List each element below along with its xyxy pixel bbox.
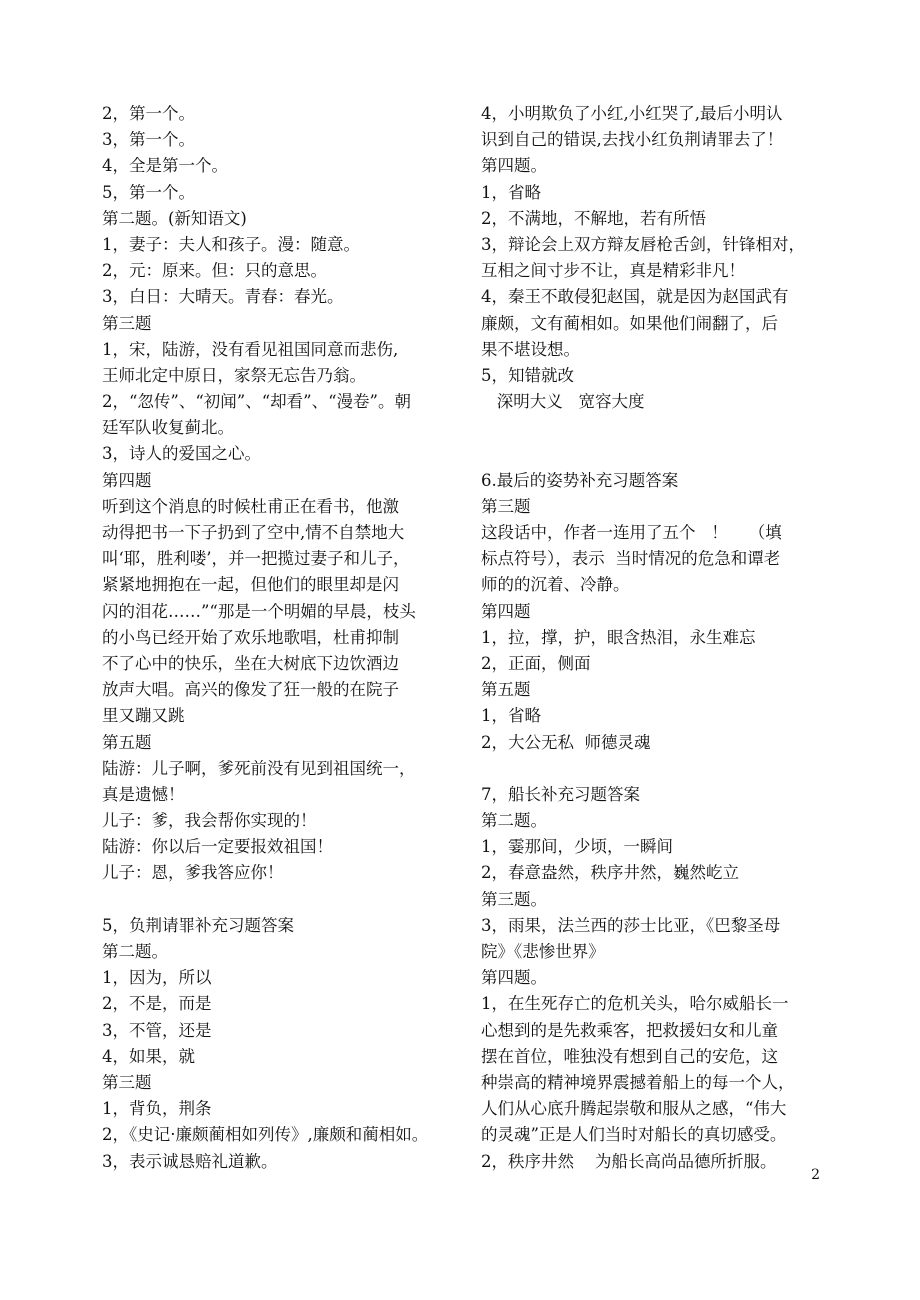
text-line: 廷军队收复蓟北。: [102, 418, 234, 438]
text-line: 叫‘耶，胜利喽’，并一把揽过妻子和儿子，: [102, 549, 410, 569]
text-line: 2，“忽传”、“初闻”、“却看”、“漫卷”。朝: [102, 392, 411, 412]
text-line: 儿子：爹，我会帮你实现的！: [102, 811, 317, 831]
text-line: 听到这个消息的时候杜甫正在看书，他激: [102, 496, 399, 516]
text-line: 2，不是，而是: [102, 994, 212, 1014]
text-line: 4，秦王不敢侵犯赵国，就是因为赵国武有: [481, 287, 789, 307]
text-line: 3，白日：大晴天。青春：春光。: [102, 287, 344, 307]
text-line: 1，背负，荆条: [102, 1099, 212, 1119]
text-line: 第二题。: [102, 942, 168, 961]
text-line: 2，春意盎然，秩序井然，巍然屹立: [481, 863, 739, 883]
text-line: 陆游：你以后一定要报效祖国！: [102, 837, 333, 857]
text-line: 闪的泪花……”“那是一个明媚的早晨，枝头: [102, 601, 416, 621]
text-line: 第四题。: [481, 156, 547, 176]
text-line: 心想到的是先救乘客，把救援妇女和儿童: [481, 1020, 778, 1040]
text-line: 真是遗憾！: [102, 784, 185, 804]
text-line: 第三题: [102, 1072, 152, 1092]
text-line: 廉颇，文有蔺相如。如果他们闹翻了，后: [481, 313, 778, 333]
text-line: 第四题。: [481, 968, 547, 988]
page-number: 2: [811, 1167, 820, 1183]
text-line: 第五题: [481, 680, 531, 700]
text-line: 1，省略: [481, 182, 541, 202]
text-line: 1，在生死存亡的危机关头，哈尔威船长一: [481, 994, 789, 1014]
text-line: 儿子：恩，爹我答应你！: [102, 863, 284, 883]
text-line: 7，船长补充习题答案: [481, 784, 640, 804]
text-line: [481, 441, 827, 467]
text-line: 2，《史记·廉颇蔺相如列传》,廉颇和蔺相如。: [102, 1125, 429, 1145]
text-line: 2，秩序井然 为船长高尚品德所折服。: [481, 1151, 777, 1171]
text-line: 果不堪设想。: [481, 339, 580, 359]
text-line: 3，辩论会上双方辩友唇枪舌剑，针锋相对，: [481, 234, 805, 254]
text-line: 3，不管，还是: [102, 1020, 212, 1040]
text-line: 王师北定中原日，家祭无忘告乃翁。: [102, 365, 366, 385]
text-line: 的小鸟已经开始了欢乐地歌唱，杜甫抑制: [102, 627, 399, 647]
text-line: 第三题: [102, 313, 152, 333]
text-line: 2，正面，侧面: [481, 653, 591, 673]
text-line: 1，因为，所以: [102, 968, 212, 988]
text-line: 紧紧地拥抱在一起，但他们的眼里却是闪: [102, 575, 399, 595]
text-line: 5，负荆请罪补充习题答案: [102, 915, 294, 935]
text-line: 第二题。(新知语文): [102, 208, 247, 228]
text-line: 识到自己的错误,去找小红负荆请罪去了！: [481, 130, 784, 150]
text-line: 人们从心底升腾起崇敬和服从之感，“伟大: [481, 1099, 787, 1119]
text-line: 不了心中的快乐，坐在大树底下边饮酒边: [102, 653, 399, 673]
text-line: [481, 756, 827, 782]
text-line: 陆游：儿子啊，爹死前没有见到祖国统一，: [102, 758, 416, 778]
text-line: 院》《悲惨世界》: [481, 942, 605, 961]
text-line: 2，元：原来。但：只的意思。: [102, 261, 327, 281]
text-line: 第二题。: [481, 811, 547, 831]
text-line: 种崇高的精神境界震撼着船上的每一个人，: [481, 1072, 795, 1092]
text-line: 1，妻子：夫人和孩子。漫：随意。: [102, 234, 360, 254]
left-column: [102, 101, 454, 1175]
text-line: 第四题: [102, 470, 152, 490]
text-line: 2，不满地，不解地，若有所悟: [481, 208, 706, 228]
right-column: [481, 101, 827, 1175]
text-line: 标点符号），表示 当时情况的危急和谭老: [481, 549, 781, 569]
text-line: 师的的沉着、冷静。: [481, 575, 630, 595]
text-line: 这段话中，作者一连用了五个 ！ （填: [481, 523, 782, 542]
text-line: 2，大公无私 师德灵魂: [481, 732, 651, 752]
text-line: 的灵魂”正是人们当时对船长的真切感受。: [481, 1125, 787, 1145]
text-line: 5，知错就改: [481, 365, 574, 385]
text-line: 1，霎那间，少顷，一瞬间: [481, 837, 673, 857]
text-line: 3，表示诚恳赔礼道歉。: [102, 1151, 278, 1171]
text-line: [481, 415, 827, 441]
text-line: 3，雨果，法兰西的莎士比亚，《巴黎圣母: [481, 915, 781, 935]
text-line: 第三题: [481, 496, 531, 516]
text-line: 摆在首位，唯独没有想到自己的安危，这: [481, 1046, 778, 1066]
text-line: 1，宋，陆游，没有看见祖国同意而悲伤,: [102, 339, 399, 359]
text-line: 5，第一个。: [102, 182, 195, 202]
text-line: 2，第一个。: [102, 104, 195, 123]
text-line: 3，诗人的爱国之心。: [102, 444, 261, 464]
text-line: 第三题。: [481, 889, 547, 909]
text-line: [102, 887, 454, 913]
text-line: 1，省略: [481, 706, 541, 726]
text-line: 里又蹦又跳: [102, 706, 185, 726]
text-line: 第五题: [102, 732, 152, 752]
text-line: 动得把书一下子扔到了空中,情不自禁地大: [102, 523, 405, 542]
text-line: 4，如果，就: [102, 1046, 195, 1066]
text-line: 放声大唱。高兴的像发了狂一般的在院子: [102, 680, 399, 700]
text-line: 互相之间寸步不让，真是精彩非凡！: [481, 261, 745, 281]
text-line: 3，第一个。: [102, 130, 195, 150]
text-line: 第四题: [481, 601, 531, 621]
text-line: 4，小明欺负了小红,小红哭了,最后小明认: [481, 104, 783, 123]
text-line: 6.最后的姿势补充习题答案: [481, 470, 679, 490]
text-line: 深明大义 宽容大度: [481, 392, 645, 412]
text-line: 1，拉，撑，护，眼含热泪，永生难忘: [481, 627, 756, 647]
text-line: 4，全是第一个。: [102, 156, 228, 176]
